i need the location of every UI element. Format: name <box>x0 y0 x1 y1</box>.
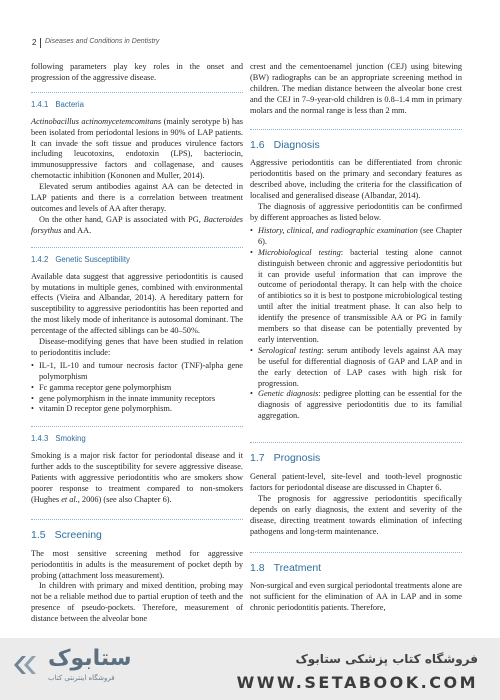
paragraph-text: (mainly serotype b) has been isolated from periodontal lesions in 90% of LAP patients. It can invade the soft tissue and produces virulence factors including leucotoxins, endotoxin (LPS), bacteriocin, immunosuppressive factors and collagenase, and causes chemotactic inhibition (Kononen and Muller, 2014). <box>31 116 243 181</box>
section-number: 1.4.1 <box>31 99 49 109</box>
list-item-term: Serological testing <box>258 345 322 355</box>
page-number: 2 <box>32 38 37 47</box>
store-watermark-banner <box>0 638 500 700</box>
section-number: 1.7 <box>250 452 265 465</box>
section-title: Diagnosis <box>273 138 320 151</box>
bacteria-paragraph-3 <box>31 215 243 237</box>
section-number: 1.6 <box>250 138 265 151</box>
bullet-icon: • <box>250 225 253 235</box>
section-heading-treatment <box>250 552 462 574</box>
paragraph-text: Smoking is a major risk factor for periodontal disease and it further adds to the susceptibility for severe aggressive disease. Patients with aggressive periodontitis who are smokers show poorer response to treatment compared to non-smokers (Hughes <box>31 451 243 504</box>
chevron-logo-icon <box>12 652 42 678</box>
left-column <box>31 62 243 625</box>
section-number: 1.8 <box>250 561 265 574</box>
smoking-paragraph <box>31 451 243 506</box>
list-item-text: IL-1, IL-10 and tumour necrosis factor (TNF)-alpha gene polymorphism <box>39 360 243 381</box>
genetic-paragraph-2: Disease-modifying genes that have been studied in relation to periodontitis include: <box>31 337 243 357</box>
treatment-paragraph-1: Non-surgical and even surgical periodontal treatments alone are not sufficient for the elimination of AA in LAP and in some chronic periodontitis patients. Therefore, <box>250 581 462 613</box>
page-header <box>0 38 500 52</box>
bullet-icon: • <box>31 404 34 414</box>
section-heading-prognosis <box>250 442 462 464</box>
list-item-text: gene polymorphism in the innate immunity receptors <box>39 393 216 403</box>
list-item-text: vitamin D receptor gene polymorphism. <box>39 404 172 414</box>
logo-wordmark: ستابوک <box>48 646 132 671</box>
bullet-icon: • <box>250 389 253 399</box>
running-head: Diseases and Conditions in Dentistry <box>45 38 160 45</box>
citation-etal: et al. <box>61 494 78 504</box>
section-title: Treatment <box>273 561 322 574</box>
species-name: Bacteroides forsythus <box>31 214 243 235</box>
bacteria-paragraph-2: Elevated serum antibodies against AA can be detected in LAP patients and there is a correlation between treatment outcomes and levels of AA after therapy. <box>31 182 243 213</box>
section-heading-smoking <box>31 426 243 445</box>
list-item-text: Fc gamma receptor gene polymorphism <box>39 382 172 392</box>
screening-continued-paragraph: crest and the cementoenamel junction (CEJ) using bitewing (BW) radiographs can be an appropriate screening method in children. The median distance between the alveolar bone crest and the CEJ in 7–9-year-old children is 0.8–1.4 mm in primary molars and the normal range is less than 2 mm. <box>250 62 462 115</box>
list-item <box>250 226 462 248</box>
store-name: فروشگاه کتاب پزشکی ستابوک <box>295 652 478 666</box>
section-title: Screening <box>54 528 102 541</box>
store-url: WWW.SETABOOK.COM <box>236 673 478 692</box>
right-column <box>250 62 462 614</box>
section-heading-genetic <box>31 247 243 266</box>
section-number: 1.5 <box>31 528 46 541</box>
section-title: Prognosis <box>273 452 321 465</box>
list-item <box>31 394 243 405</box>
store-logo <box>12 646 132 690</box>
section-title: Genetic Susceptibility <box>55 254 130 264</box>
prognosis-paragraph-2: The prognosis for aggressive periodontitis specifically depends on early diagnosis, the extent and severity of the disease, directing treatment towards elimination of infecting pathogens and long-term maintenance. <box>250 493 462 536</box>
list-item <box>31 404 243 415</box>
list-item <box>31 383 243 394</box>
header-divider <box>40 38 41 48</box>
section-title: Bacteria <box>55 99 84 109</box>
list-item <box>250 389 462 422</box>
diagnosis-paragraph-2: The diagnosis of aggressive periodontitis can be confirmed by different approaches as listed below. <box>250 202 462 222</box>
species-name: Actinobacillus actinomycetemcomitans <box>31 116 162 126</box>
bullet-icon: • <box>31 360 34 370</box>
prognosis-paragraph-1: General patient-level, site-level and tooth-level prognostic factors for periodontal disease are discussed in Chapter 6. <box>250 472 462 492</box>
paragraph-text: and AA. <box>61 225 92 235</box>
intro-paragraph: following parameters play key roles in the onset and progression of the aggressive disease. <box>31 62 243 82</box>
list-item-text: : pedigree plotting can be essential for the diagnosis of aggressive periodontitis due to its familial aggregation. <box>258 389 462 421</box>
list-item-text: (see Chapter 6). <box>258 225 462 246</box>
list-item-term: Microbiological testing <box>258 247 341 257</box>
section-number: 1.4.2 <box>31 254 49 264</box>
genetic-paragraph-1: Available data suggest that aggressive periodontitis is caused by mutations in multiple genes, combined with environmental effects (Vieira and Albandar, 2014). A hereditary pattern for susceptibility to aggressive periodontitis has been reported and the most likely mode of inheritance is autosomal dominant. The percentage of the affected siblings can be 40–50%. <box>31 271 243 336</box>
diagnosis-paragraph-1: Aggressive periodontitis can be differentiated from chronic periodontitis based on the primary and secondary features as described above, including the criteria for the classification of localised and generalised disease (Albandar, 2014). <box>250 158 462 201</box>
section-heading-diagnosis <box>250 129 462 151</box>
list-item-text: : serum antibody levels against AA may be useful for differential diagnosis of GAP and LAP and in the early detection of LAP cases with high risk for progression. <box>258 345 462 388</box>
bullet-icon: • <box>250 345 253 355</box>
section-number: 1.4.3 <box>31 434 49 444</box>
diagnosis-list <box>250 226 462 422</box>
section-heading-bacteria <box>31 92 243 111</box>
gene-list <box>31 361 243 416</box>
screening-paragraph-1: The most sensitive screening method for aggressive periodontitis in adults is the measurement of pocket depth by probing (attachment loss measurement). <box>31 548 243 580</box>
list-item-term: History, clinical, and radiographic examination <box>258 225 418 235</box>
list-item <box>250 346 462 390</box>
bacteria-paragraph-1 <box>31 117 243 182</box>
list-item <box>250 248 462 346</box>
paragraph-text: , 2006) (see also Chapter 6). <box>77 494 172 504</box>
list-item-text: : bacterial testing alone cannot distinguish between chronic and aggressive periodontitis but it can provide useful information that can improve the outcome of periodontal therapy. It can help with the choice of antibiotics so it is best to postpone microbiological testing until after the initial treatment phase. It can also help to identify the presence of transmissible AA or PG in family members so that disease can be potentially prevented by early intervention. <box>258 247 462 344</box>
list-item <box>31 361 243 383</box>
screening-paragraph-2: In children with primary and mixed dentition, probing may not be a reliable method due to partial eruption of teeth and the presence of pseudo-pockets. Therefore, measurement of distance between the alveolar bone <box>31 581 243 624</box>
section-heading-screening <box>31 519 243 541</box>
section-title: Smoking <box>55 434 86 444</box>
logo-subtitle: فروشگاه اینترنتی کتاب <box>48 674 115 682</box>
list-item-term: Genetic diagnosis <box>258 389 319 399</box>
paragraph-text: On the other hand, GAP is associated with PG, <box>39 214 204 224</box>
bullet-icon: • <box>31 393 34 403</box>
bullet-icon: • <box>31 382 34 392</box>
bullet-icon: • <box>250 247 253 257</box>
